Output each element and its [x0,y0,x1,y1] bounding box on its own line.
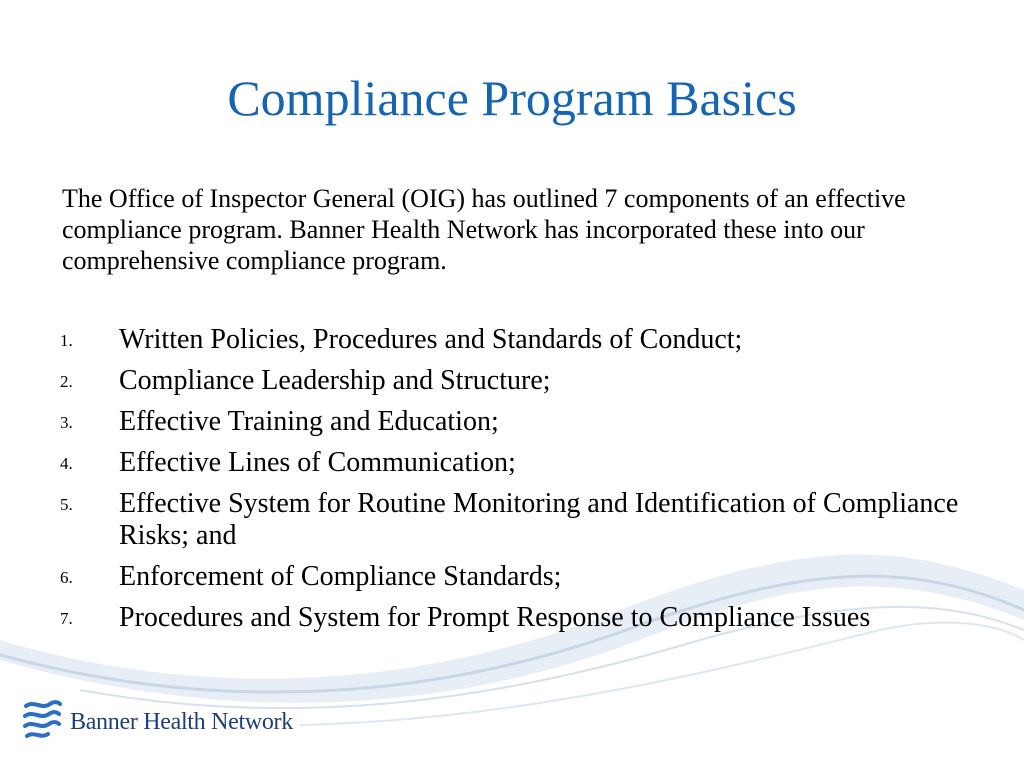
list-item-number: 4. [60,454,73,473]
list-item-text: Procedures and System for Prompt Response to Compliance Issues [119,602,871,633]
list-item-number: 1. [60,331,73,350]
list-item [60,561,960,593]
list-item-text: Effective Training and Education; [119,406,499,437]
list-item-number: 7. [60,609,73,628]
list-item [60,406,960,438]
intro-paragraph: The Office of Inspector General (OIG) has outlined 7 components of an effective compliance program. Banner Health Network has incorporated these into our comprehensive compliance program. [62,184,906,275]
slide-title: Compliance Program Basics [227,70,797,126]
banner-health-network-logo [22,696,293,748]
list-item [60,447,960,479]
list-item-number: 6. [60,568,73,587]
list-item-number: 3. [60,413,73,432]
list-item-number: 2. [60,372,73,391]
list-item-text: Effective System for Routine Monitoring and Identification of Compliance Risks; and [119,488,959,551]
list-item-text: Enforcement of Compliance Standards; [119,561,562,592]
logo-text: Banner Health Network [70,708,293,735]
list-item-text: Effective Lines of Communication; [119,447,516,478]
list-item [60,365,960,397]
list-item-text: Written Policies, Procedures and Standards of Conduct; [119,324,743,355]
components-list [60,324,960,643]
list-item-text: Compliance Leadership and Structure; [119,365,551,396]
list-item-number: 5. [60,495,73,514]
banner-waves-icon [22,698,62,746]
list-item [60,602,960,634]
list-item [60,488,960,552]
list-item [60,324,960,356]
